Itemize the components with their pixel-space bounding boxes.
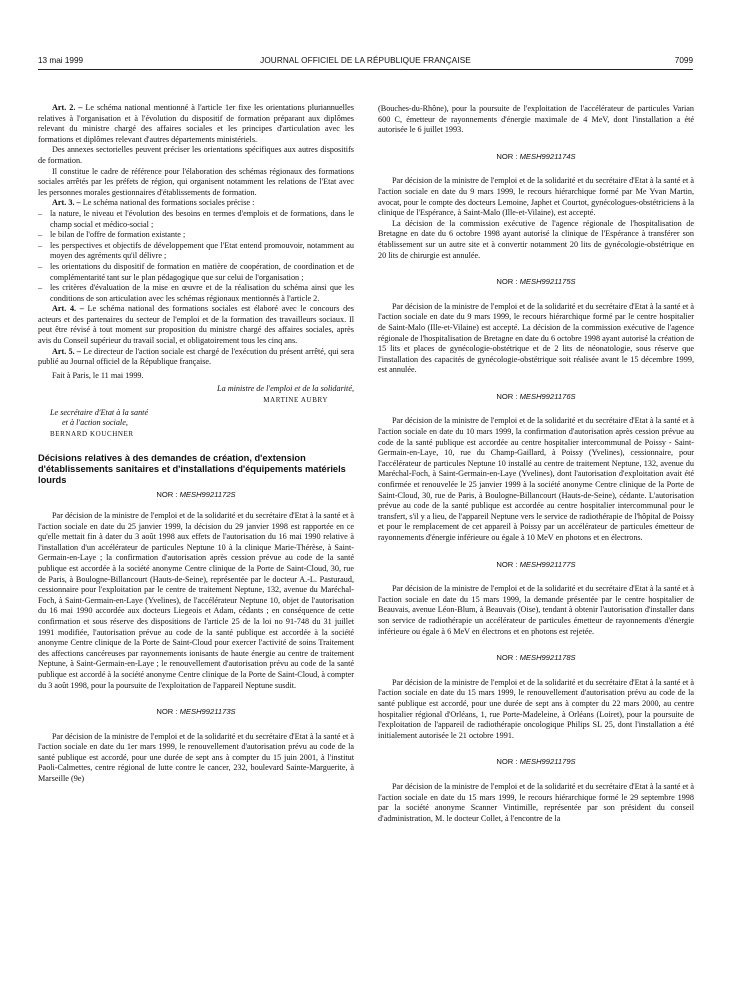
art2-text: Le schéma national mentionné à l'article 1er fixe les orientations pluriannuelles relatives à l'organisation et à l'évolution du dispositif de formation préparant aux diplômes relevant du ministre chargé des affaires sociales et les principes d'articulation avec les formations et diplômes relevant d'autres départements ministériels. — [38, 103, 354, 144]
nor-reference — [378, 392, 694, 403]
art3-item: – les orientations du dispositif de formation en matière de coopération, de coordination et de complémentarité tant sur le plan pédagogique que sur celui de l'organisation ; — [38, 262, 354, 283]
nor-code: MESH9921176S — [519, 391, 576, 401]
nor-code: MESH9921174S — [519, 151, 576, 161]
art4-label: Art. 4. – — [52, 304, 84, 314]
header-rule — [38, 69, 693, 70]
nor-code: MESH9921175S — [519, 277, 576, 287]
decision-paragraph: La décision de la commission exécutive de l'agence régionale de l'hospitalisation de Bretagne en date du 6 octobre 1998 ayant autorisé la clinique de l'Espérance à transférer son établissement sur un autre site et à convertir notamment 20 lits de gynécologie-obstétrique en 20 lits de chirurgie est annulée. — [378, 218, 694, 260]
nor-prefix: NOR : — [156, 707, 178, 717]
art4-paragraph — [38, 304, 354, 346]
art3-label: Art. 3. – — [52, 198, 81, 208]
fait-line: Fait à Paris, le 11 mai 1999. — [52, 370, 144, 380]
nor-prefix: NOR : — [496, 391, 518, 401]
art3-item: – les perspectives et objectifs de développement que l'Etat entend promouvoir, notamment au moyen des agréments qu'il délivre ; — [38, 241, 354, 262]
art5-label: Art. 5. – — [52, 346, 81, 356]
left-column — [38, 103, 354, 785]
art3-paragraph — [38, 198, 354, 209]
decision-paragraph: Par décision de la ministre de l'emploi et de la solidarité et du secrétaire d'Etat à la santé et à l'action sociale en date du 10 mars 1999, la confirmation d'autorisation après cession prévue au code de la santé publique est accordée au centre hospitalier intercommunal de Poissy - Saint-Germain-en-Laye, 10, rue du Champ-Gaillard, à Poissy (Yvelines), cessionnaire, pour l'accélérateur de particules Neptune 10 installé au centre de traitement Neptune, 132, avenue du Maréchal-Foch, à Saint-Germain-en-Laye (Yvelines), dont l'autorisation d'exploitation avait été confirmée et renouvelée le 25 janvier 1999 à la société anonyme Centre clinique de la Porte de Saint-Cloud, 30, rue de Paris, à Boulogne-Billancourt (Hauts-de-Seine), cédante. L'autorisation prévue au code de la santé publique est accordée au centre hospitalier intercommunal pour le transfert, s'il y a lieu, de l'appareil Neptune vers le service de radiothérapie de l'hôpital de Poissy et pour le remplacement de cet appareil à Poissy par un accélérateur de particules émetteur de rayonnements d'énergie inférieure ou égale à 10 MeV en photons et en électrons. — [378, 416, 694, 542]
art3-intro: Le schéma national des formations sociales précise : — [82, 198, 255, 208]
art2-paragraph-2: Des annexes sectorielles peuvent préciser les orientations spécifiques aux autres dispositifs de formation. — [38, 145, 354, 165]
art5-paragraph — [38, 347, 354, 368]
decision-paragraph: Par décision de la ministre de l'emploi et de la solidarité et du secrétaire d'Etat à la santé et à l'action sociale en date du 15 mars 1999, la demande présentée par le centre hospitalier de Beauvais, avenue Léon-Blum, à Beauvais (Oise), tendant à obtenir l'autorisation d'installer dans son service de radiothérapie un accélérateur de particules émetteur de rayonnements d'énergie inférieure ou égale à 6 MeV en électrons et en photons est rejetée. — [378, 584, 694, 636]
nor-prefix: NOR : — [156, 490, 178, 500]
decision-paragraph: Par décision de la ministre de l'emploi et de la solidarité et du secrétaire d'Etat à la santé et à l'action sociale en date du 15 mars 1999, le recours hiérarchique formé le 29 septembre 1998 par la société anonyme Scanner Vintimille, représentée par son président du conseil d'administration, M. le docteur Collet, à l'encontre de la — [378, 781, 694, 823]
decision-paragraph: Par décision de la ministre de l'emploi et de la solidarité et du secrétaire d'Etat à la santé et à l'action sociale en date du 9 mars 1999, le recours hiérarchique formé par le centre hospitalier de Saint-Malo (Ille-et-Vilaine) est accepté. La décision de la commission exécutive de l'agence régionale de l'hospitalisation de Bretagne en date du 6 octobre 1998 ayant autorisé la création de 15 lits et places de gynécologie-obstétrique et de 2 lits de néonatologie, sous réserve que l'installation des capacités de gynécologie-obstétrique soit réalisée avant le 15 décembre 1999, est annulée. — [378, 301, 694, 375]
nor-code: MESH9921177S — [519, 559, 576, 569]
nor-code: MESH9921178S — [519, 653, 576, 663]
signatory-1-name: MARTINE AUBRY — [263, 396, 328, 405]
signatory-2-title-line2: et à l'action sociale, — [62, 418, 128, 428]
nor-code: MESH9921172S — [179, 490, 236, 500]
art2-label: Art. 2. – — [52, 103, 83, 112]
art2-paragraph — [38, 103, 354, 145]
signatory-2-name: BERNARD KOUCHNER — [50, 429, 134, 438]
nor-reference — [378, 152, 694, 163]
continuation-paragraph: (Bouches-du-Rhône), pour la poursuite de l'exploitation de l'accélérateur de particules Varian 600 C, émetteur de rayonnements d'énergie maximale de 4 MeV, dont l'installation a été autorisée le 6 juillet 1993. — [378, 104, 694, 135]
nor-prefix: NOR : — [496, 151, 518, 161]
nor-reference — [38, 707, 354, 718]
decision-paragraph: Par décision de la ministre de l'emploi et de la solidarité et du secrétaire d'Etat à la santé et à l'action sociale en date du 15 mars 1999, le renouvellement d'autorisation prévu au code de la santé publique est accordé, pour une durée de sept ans à compter du 22 mars 2000, au centre hospitalier régional d'Orléans, 1, rue Porte-Madeleine, à Orléans (Loiret), pour la poursuite de l'exploitation de l'appareil de radiothérapie oncologique Philips SL 25, dont l'installation a été initialement autorisée le 21 octobre 1991. — [378, 677, 694, 740]
nor-reference — [378, 653, 694, 664]
art3-list — [38, 209, 354, 304]
art3-item: – les critères d'évaluation de la mise en œuvre et de la réalisation du schéma ainsi que les conditions de son articulation avec les schémas régionaux mentionnés à l'article 2. — [38, 283, 354, 304]
nor-prefix: NOR : — [496, 757, 518, 767]
decision-paragraph: Par décision de la ministre de l'emploi et de la solidarité et du secrétaire d'Etat à la santé et à l'action sociale en date du 9 mars 1999, le recours hiérarchique formé par Me Yvan Martin, avocat, pour le compte des docteurs Lemoine, Japhet et Courtot, gynécologues-obstétriciens à la clinique de l'Espérance, à Saint-Malo (Ille-et-Vilaine), est accepté. — [378, 176, 694, 218]
nor-reference — [38, 490, 354, 501]
page-number: 7099 — [674, 56, 693, 65]
nor-reference — [378, 277, 694, 288]
page-header — [38, 56, 693, 70]
art3-item: – la nature, le niveau et l'évolution des besoins en termes d'emplois et de formations, dans le champ social et médico-social ; — [38, 209, 354, 230]
nor-code: MESH9921179S — [519, 757, 576, 767]
art2-paragraph-3: Il constitue le cadre de référence pour l'élaboration des schémas régionaux des formations sociales arrêtés par les préfets de région, qui organisent notamment les relations de l'Etat avec les personnes morales gestionnaires d'établissements de formation. — [38, 166, 354, 197]
journal-title: JOURNAL OFFICIEL DE LA RÉPUBLIQUE FRANÇAISE — [260, 56, 471, 65]
art5-text: Le directeur de l'action sociale est chargé de l'exécution du présent arrêté, qui sera publié au Journal officiel de la République française. — [38, 346, 354, 367]
decision-paragraph: Par décision de la ministre de l'emploi et de la solidarité et du secrétaire d'Etat à la santé et à l'action sociale en date du 25 janvier 1999, la décision du 29 janvier 1998 est rapportée en ce qu'elle mettait fin à dater du 3 août 1998 aux effets de l'autorisation du 16 mai 1990 relative à l'installation d'un accélérateur de particules Neptune 10 à la clinique Marie-Thérèse, à Saint-Germain-en-Laye ; la confirmation d'autorisation après cession prévue au code de la santé publique est accordée à la société anonyme Centre clinique de la Porte de Saint-Cloud, 30, rue de Paris, à Boulogne-Billancourt (Hauts-de-Seine), représentée par le docteur A.-L. Pasturaud, cessionnaire pour l'exploitation par le centre de traitement Neptune, 132, avenue du Maréchal-Foch, à Saint-Germain-en-Laye (Yvelines), de l'accélérateur Neptune 10, objet de l'autorisation du 16 mai 1990 accordée aux docteurs Liegeois et Adam, cédants ; en conséquence de cette confirmation et sous réserve des dispositions de l'article 25 de la loi no 91-748 du 31 juillet 1991 modifiée, l'autorisation prévue au code de la santé publique est accordée à la société anonyme Centre clinique de la Porte de Saint-Cloud pour exercer l'activité de soins Traitement des affections cancéreuses par rayonnements ionisants de haute énergie au centre de traitement Neptune, à Saint-Germain-en-Laye ; le renouvellement d'autorisation prévu au code de la santé publique est accordé à la société anonyme Centre clinique de la Porte de Saint-Cloud, à compter du 3 août 1998, pour la poursuite de l'exploitation de l'appareil Neptune susdit. — [38, 511, 354, 690]
nor-reference — [378, 560, 694, 571]
right-column — [378, 104, 694, 824]
nor-prefix: NOR : — [496, 277, 518, 287]
signatory-1-title: La ministre de l'emploi et de la solidarité, — [217, 384, 354, 394]
nor-reference — [378, 757, 694, 768]
signatory-2-title: Le secrétaire d'Etat à la santé — [50, 407, 149, 417]
nor-prefix: NOR : — [496, 559, 518, 569]
decision-paragraph: Par décision de la ministre de l'emploi et de la solidarité et du secrétaire d'Etat à la santé et à l'action sociale en date du 1er mars 1999, le renouvellement d'autorisation prévu au code de la santé publique est accordé, pour une durée de sept ans à compter du 15 juin 2001, à l'institut Paoli-Calmettes, centre régional de lutte contre le cancer, 232, boulevard Sainte-Marguerite, à Marseille (9e) — [38, 731, 354, 784]
issue-date: 13 mai 1999 — [38, 56, 84, 65]
section-title: Décisions relatives à des demandes de création, d'extension d'établissements sanitaires et d'installations d'équipements matériels lourds — [38, 453, 346, 486]
nor-prefix: NOR : — [496, 653, 518, 663]
nor-code: MESH9921173S — [179, 707, 236, 717]
art4-text: Le schéma national des formations sociales est élaboré avec le concours des acteurs et des partenaires du secteur de l'emploi et de la formation des travailleurs sociaux. Il peut être révisé à tout moment sur proposition du ministre chargé des affaires sociales, après avis du Conseil supérieur du travail social, et obligatoirement tous les cinq ans. — [38, 304, 354, 346]
art3-item: – le bilan de l'offre de formation existante ; — [38, 230, 354, 241]
